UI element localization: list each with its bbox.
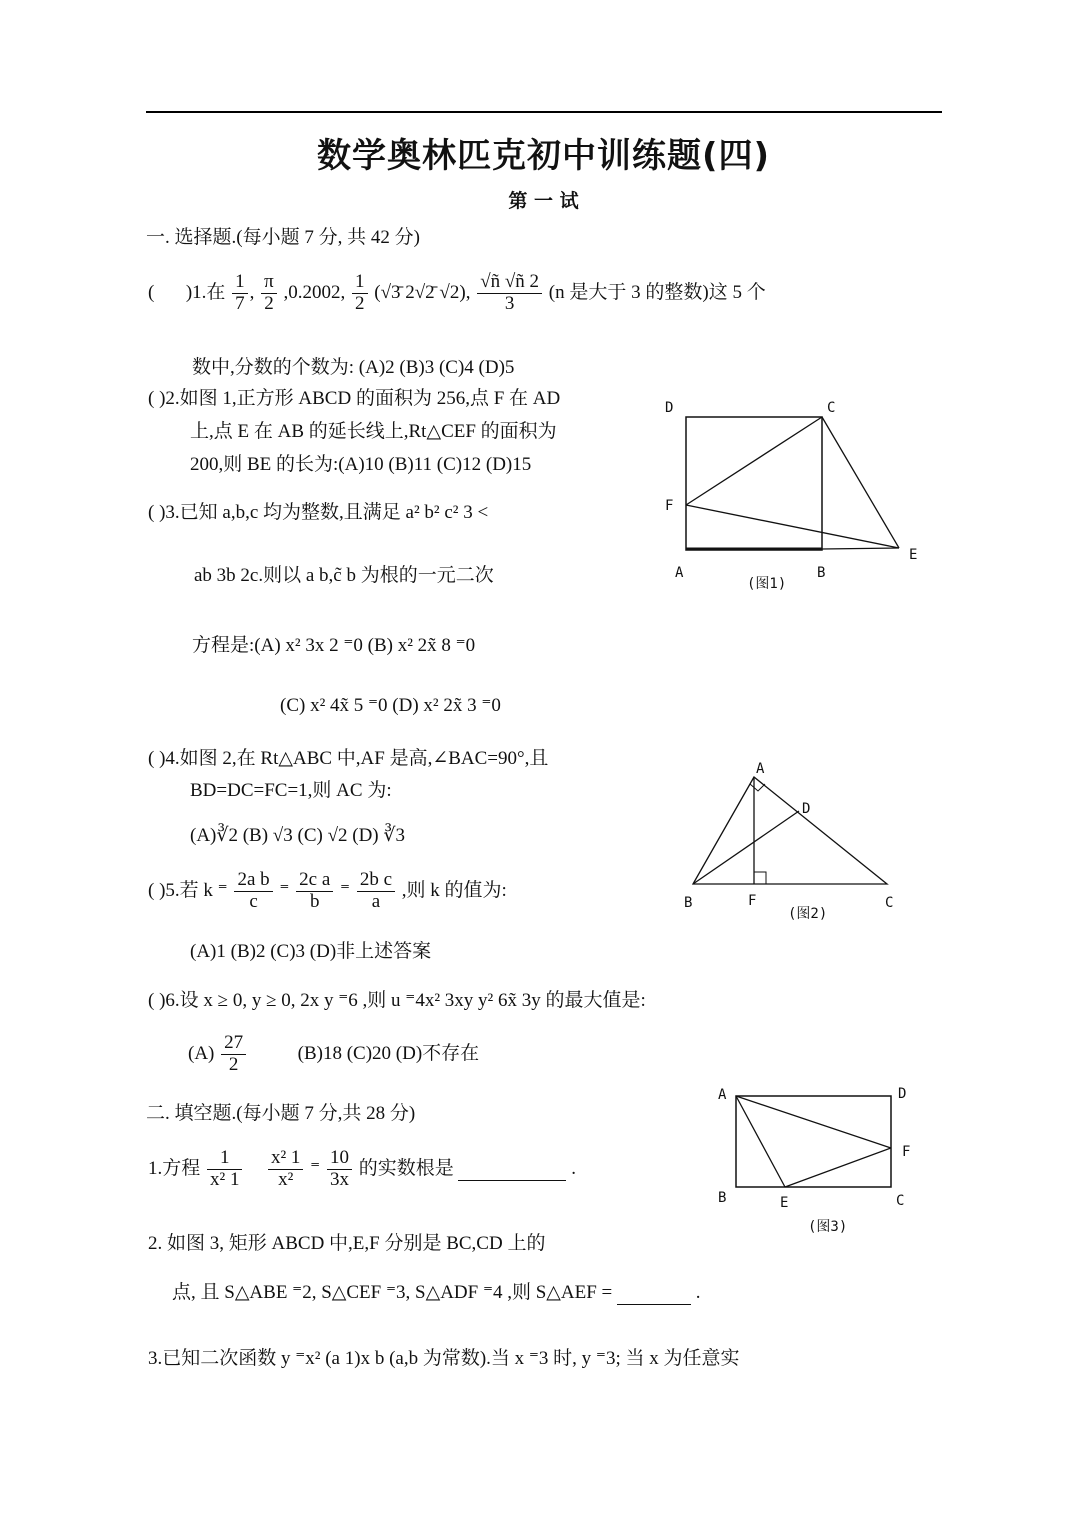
q3-line-3: 方程是:(A) x² 3x 2 ⁼0 (B) x² 2x̃ 8 ⁼0	[192, 635, 476, 656]
q5-options: (A)1 (B)2 (C)3 (D)非上述答案	[190, 941, 432, 962]
q1-paren: (	[148, 281, 155, 303]
fig1-label-b: B	[817, 565, 826, 581]
fq3-line-1: 3.已知二次函数 y ⁼x² (a 1)x b (a,b 为常数).当 x ⁼3 时, y ⁼3; 当 x 为任意实	[148, 1348, 740, 1369]
fig2-right-angle-a	[750, 784, 765, 791]
fig3-segment-ef	[785, 1148, 891, 1187]
q6-line-1: ( )6.设 x ≥ 0, y ≥ 0, 2x y ⁼6 ,则 u ⁼4x² 3xy y² 6x̃ 3y 的最大值是:	[148, 990, 646, 1011]
q5-fraction-2: $\frac{\text{2c a}}{b}$	[296, 870, 333, 913]
q1-text: )1.在	[185, 281, 226, 303]
section1-heading: 一. 选择题.(每小题 7 分, 共 42 分)	[146, 227, 420, 248]
fig2-label-a: A	[756, 761, 765, 777]
q4-options: (A)∛2 (B) √3 (C) √2 (D) ∛3	[190, 825, 405, 846]
q1-fraction-4: $\frac{√ñ √ñ 2}{3}$	[477, 272, 542, 315]
fq2-end: .	[695, 1282, 701, 1303]
q6-options	[188, 1033, 479, 1076]
q4-line-2: BD=DC=FC=1,则 AC 为:	[190, 780, 392, 801]
fig3-rectangle	[736, 1096, 891, 1187]
fig3-label-c: C	[896, 1193, 905, 1209]
fig1-caption: (图1)	[747, 576, 787, 592]
fig1-segment-fe	[686, 505, 899, 548]
page-title: 数学奥林匹克初中训练题(四)	[316, 136, 771, 176]
fig2-triangle	[693, 777, 887, 884]
fig3-label-b: B	[718, 1190, 727, 1206]
q1-root-expression: (√3̄ 2√2̄ √2),	[374, 281, 471, 303]
q1-fraction-1: $\frac{1}{7}$	[232, 272, 248, 315]
q1-fraction-2: $\frac{\pi}{2}$	[261, 272, 277, 315]
q6-option-a-label: (A)	[188, 1042, 215, 1064]
q3-line-2: ab 3b 2c.则以 a b,c̃ b 为根的一元二次	[194, 565, 494, 586]
fig3-caption: (图3)	[808, 1219, 848, 1235]
fig3-label-d: D	[898, 1086, 907, 1102]
q2-line-2: 上,点 E 在 AB 的延长线上,Rt△CEF 的面积为	[190, 421, 557, 442]
q5-tail: ,则 k 的值为:	[401, 879, 507, 901]
fig1-segment-ce	[822, 417, 899, 548]
fq1-answer-blank[interactable]	[458, 1158, 566, 1181]
fq2-line-1: 2. 如图 3, 矩形 ABCD 中,E,F 分别是 BC,CD 上的	[148, 1233, 546, 1254]
q4-line-1: ( )4.如图 2,在 Rt△ABC 中,AF 是高,∠BAC=90°,且	[148, 748, 549, 769]
fig2-label-b: B	[684, 895, 693, 911]
fig2-caption: (图2)	[788, 906, 828, 922]
q1-decimal: ,0.2002,	[283, 281, 346, 303]
fig1-label-e: E	[909, 547, 918, 563]
fq1-tail: 的实数根是	[358, 1157, 454, 1179]
fig2-label-d: D	[802, 801, 811, 817]
fig3-label-f: F	[902, 1144, 911, 1160]
fq1-text: 1.方程	[148, 1157, 201, 1179]
fq2-answer-blank[interactable]	[617, 1282, 691, 1305]
fig1-label-c: C	[827, 400, 836, 416]
figure-2	[680, 757, 910, 929]
q5-text: ( )5.若 k ⁼	[148, 879, 228, 901]
fig2-label-f: F	[748, 893, 757, 909]
fq1-fraction-2: $\frac{\text{x² 1}}{\text{x²}}$	[268, 1148, 303, 1191]
q1-fraction-3: $\frac{1}{2}$	[352, 272, 368, 315]
fq1-end: .	[571, 1157, 576, 1179]
fig1-label-f: F	[665, 498, 674, 514]
fq1-equals: ⁼	[310, 1157, 321, 1179]
q1-options: 数中,分数的个数为: (A)2 (B)3 (C)4 (D)5	[192, 357, 515, 378]
page-subtitle: 第 一 试	[508, 190, 579, 212]
fig1-label-d: D	[665, 400, 674, 416]
section2-heading: 二. 填空题.(每小题 7 分,共 28 分)	[146, 1103, 416, 1124]
fig2-median-bd	[693, 811, 799, 884]
fig2-label-c: C	[885, 895, 894, 911]
fill-question-1	[148, 1148, 576, 1191]
fig1-label-a: A	[675, 565, 684, 581]
top-rule	[146, 111, 942, 113]
fq2-line-2: 点, 且 S△ABE ⁼2, S△CEF ⁼3, S△ADF ⁼4 ,则 S△AEF =	[172, 1282, 613, 1303]
figure-3	[714, 1083, 924, 1243]
q3-line-4: (C) x² 4x̃ 5 ⁼0 (D) x² 2x̃ 3 ⁼0	[280, 695, 501, 716]
q5-fraction-1: $\frac{\text{2a b}}{c}$	[234, 870, 272, 913]
fig3-label-a: A	[718, 1087, 727, 1103]
fig2-right-angle-f	[754, 872, 766, 884]
figure-1	[655, 392, 925, 597]
q6-options-rest: (B)18 (C)20 (D)不存在	[297, 1042, 480, 1064]
question-1: ( )1.在 $\frac{1}{7}$ , $\frac{\pi}{2}$ ,0.2002, $\frac{1}{2}$ (√3̄ 2√2̄ √2), $\frac{√ñ √ñ 2}{3}$ (n 是大于 3 的整数)这 5 个	[148, 271, 766, 314]
fill-question-2	[172, 1277, 701, 1305]
q2-line-3: 200,则 BE 的长为:(A)10 (B)11 (C)12 (D)15	[190, 454, 532, 475]
q1-tail: (n 是大于 3 的整数)这 5 个	[548, 281, 766, 303]
fig3-label-e: E	[780, 1195, 789, 1211]
fig1-segment-be	[822, 548, 899, 549]
q2-line-1: ( )2.如图 1,正方形 ABCD 的面积为 256,点 F 在 AD	[148, 388, 561, 409]
q3-line-1: ( )3.已知 a,b,c 均为整数,且满足 a² b² c² 3 <	[148, 502, 489, 523]
q5-fraction-3: $\frac{\text{2b c}}{a}$	[357, 870, 395, 913]
fq1-fraction-1: $\frac{1}{\text{x² 1}}$	[207, 1148, 242, 1191]
fq1-fraction-3: $\frac{10}{3x}$	[327, 1148, 352, 1191]
fig1-square	[686, 417, 822, 550]
fig1-segment-fc	[686, 417, 822, 505]
q6-fraction: $\frac{27}{2}$	[221, 1033, 246, 1076]
question-5: ( )5.若 k ⁼ $\frac{\text{2a b}}{c}$ ⁼ $\frac{\text{2c a}}{b}$ ⁼ $\frac{\text{2b c}}{a}$ ,则 k 的值为:	[148, 869, 507, 912]
